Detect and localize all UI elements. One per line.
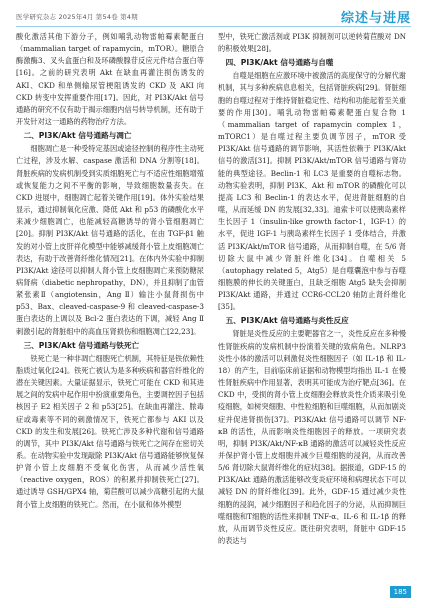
paragraph: 细胞凋亡是一种受特定基因或途径控制的程序性主动死亡过程，涉及水解、caspase 激活和 DNA 分割等[18]。肾脏疾病的发病机制受到实质细胞死亡与不适应性细胞增殖或恢复能力之间不平衡的影响，导致细胞数量丧失。在 CKD 进展中，细胞凋亡起着关键作用[19]。体外实验结果显示，通过抑制氧化应激、降低 Akt 和 p53 的磷酸化水平来减少细胞凋亡，也能减轻高糖诱导的肾小管细胞凋亡[20]。抑制 PI3K/Akt 信号通路的活化，在由 TGF-β1 触发的对小管上皮肝祥化模型中能够减缓肾小管上皮细胞凋亡表达，有助于改善肾纤维化情况[21]。在体内外实验中抑制 PI3K/Akt 途径可以抑制人肾小管上皮细胞凋亡来预防糖尿病肾病（diabetic nephropathy，DN），并且抑制了血管紧张素Ⅱ（angiotensin，Ang Ⅱ）输注小鼠肾损伤中 p53、Bax、cleaved-caspase-9 和 cleaved-caspase-3 蛋白表达的上调以及 Bcl-2 蛋白表达的下调，减轻 Ang Ⅱ 刺激引起的肾脏组中的高血压肾损伤和细胞凋亡[22,23]。 [16, 144, 204, 336]
paragraph: 酸化激活其他下游分子，例如哺乳动物雷帕霉素靶蛋白（mammalian target of rapamycin，mTOR）。糖原合酶激酶3、叉头盒蛋白和及环磷酸腺苷反应元件结合蛋白等[16]。之前的研究表明 Akt 在缺血再灌注损伤诱发的 AKI、CKD 和单侧输尿管梗阻诱发的 CKD 及 AKI 向 CKD 转变中发挥重要作用[17]。因此，对 PI3K/Akt 信号通路的研究不仅有助于揭示细胞内信号转导机制，还有助于开发针对这一通路的药物治疗方法。 [16, 32, 204, 127]
paragraph: 型中，铁死亡激活剂或 PI3K 抑制剂可以逆转菊苣酸对 DN 的积极效果[28]。 [218, 32, 406, 54]
section-title: 综述与进展 [340, 11, 411, 26]
page-header [16, 6, 411, 28]
section-heading: 五、PI3K/Akt 信号通路与炎性反应 [225, 316, 349, 326]
section-heading: 三、PI3K/Akt 信号通路与铁死亡 [23, 340, 140, 350]
page-number: 185 [390, 586, 411, 598]
right-column [218, 31, 406, 547]
paragraph: 铁死亡是一种非凋亡细胞死亡机制，其特征是铁依赖性脂质过氧化[24]。铁死亡被认为是多种疾病和器官纤维化的潜在关键因素。大量证据显示，铁死亡可能在 CKD 和其进展之间的发病中起作用中扮演重要角色，主要调控因子包括核因子 E2 相关因子 2 和 p53[25]。在缺血再灌注、脓毒症或毒素等不同的刺激情况下，铁死亡都参与 AKI 以及 CKD 的发生和发展[26]。铁死亡涉及多种代谢和信号通路的调节，其中 PI3K/Akt 信号通路与铁死亡之间存在密切关系。在动物实验中发现敲除 PI3K/Akt 信号通路能够恢复保护肾小管上皮细胞不受氧化伤害，从而减少活性氧（reactive oxygen，ROS）的积累并抑制铁死亡[27]。通过诱导 GSH/GPX4 轴，菊苣酸可以减少高糖引起的大鼠肾小管上皮细胞的铁死亡。然而，在小鼠和体外模型 [16, 353, 204, 509]
left-column [16, 31, 204, 511]
paragraph: 自噬是细胞在应激环境中被激活的高度保守的分解代谢机制，其与多种疾病息息相关，包括肾脏疾病[29]。肾脏细胞的自噬过程对于维持肾脏稳定性、结构和功能起着至关重要的作用[30]。哺乳动物雷帕霉素靶蛋白复合物 1（mammalian target of rapamycin complex 1，mTORC1）是自噬过程主要负调节因子，mTOR 受 PI3K/Akt 信号通路的调节影响，其活性依赖于 PI3K/Akt 信号的激活[31]。抑制 PI3K/Akt/mTOR 信号通路与肾功能的典型途径。Beclin-1 和 LC3 是重要的自噬标志物。动物实验表明，抑制 PI3K、Akt 和 mTOR 的磷酸化可以提高 LC3 和 Beclin-1 的表达水平，促进肾脏细胞的自噬，从而延缓 DN 的发展[32,33]。迪索卡可以使胰岛素样生长因子 1（insulin-like growth factor-1，IGF-1）的水平，促进 IGF-1 与胰岛素样生长因子 1 受体结合，并激活 PI3K/Akt/mTOR 信号通路，从而抑制自噬，在 5/6 肾切除大鼠中减少肾脏纤维化[34]。自噬相关 5（autophagy related 5，Atg5）是自噬囊泡中参与吞噬细胞膜的伸长的关键蛋白，且缺乏细胞 Atg5 缺失会抑制 PI3K/Akt 通路，并通过 CCR6-CCL20 轴防止肾纤维化[35]。 [218, 71, 406, 312]
section-heading: 二、PI3K/Akt 信号通路与凋亡 [23, 131, 132, 141]
section-heading: 四、PI3K/Akt 信号通路与自噬 [225, 58, 334, 68]
paragraph: 肾脏是炎性反应的主要靶器官之一，炎性反应在多种慢性肾脏疾病的发病机制中扮演着关键的致病角色。NLRP3 炎性小体的激活可以刺激促炎性细胞因子（如 IL-1β 和 IL-18）的产生，目前临床前证据和动物模型均指出 IL-1 在慢性肾脏疾病中作用显著，表明其可能成为治疗靶点[36]。在 CKD 中，受损的肾小管上皮细胞会释放炎性介质来吸引免疫细胞，如树突细胞、中性粒细胞和巨噬细胞，从而加剧炎症并促进肾损伤[37]。PI3K/Akt 信号通路可以调节 NF-κB 的活性，从而影响炎性细胞因子的释放。一项研究表明，抑制 PI3K/Akt/NF-κB 通路的激活可以减轻炎性反应并保护肾小管上皮细胞并减少巨噬细胞的浸润，从而改善 5/6 肾切除大鼠肾纤维化的症状[38]。据报道，GDF-15 的 PI3K/Akt 通路的激活能够改变炎症环境和病理状态下可以减轻 DN 的肾纤维化[39]。此外，GDF-15 通过减少炎性细胞的浸润，减少细胞因子和趋化因子的分泌，从而抑制巨噬细胞和T细胞的活性来抑制 TNF-α、IL-6 和 IL-1β 的释放，从而调节炎性反应。既往研究表明，肾脏中 GDF-15 的表达与 [218, 329, 407, 546]
journal-info: 医学研究杂志 2025年4月 第54卷 第4期 [16, 13, 138, 21]
header-divider [16, 26, 411, 27]
